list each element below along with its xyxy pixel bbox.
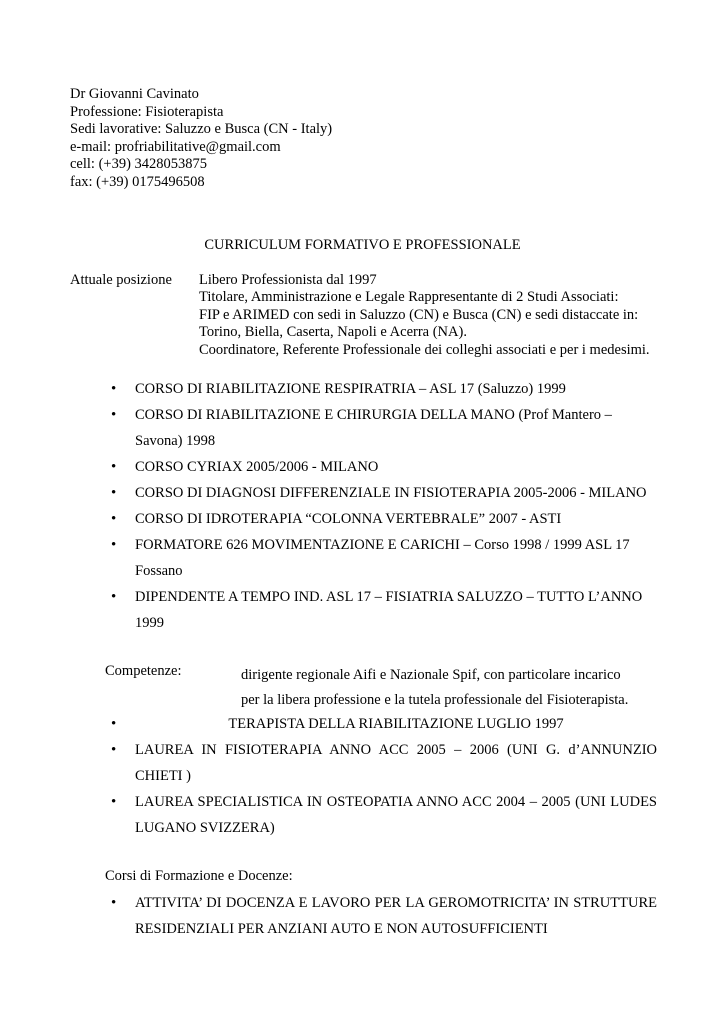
bullet-icon: •: [111, 537, 117, 553]
list-item: [111, 737, 657, 789]
course-text: CORSO DI RIABILITAZIONE E CHIRURGIA DELLA MANO (Prof Mantero – Savona) 1998: [135, 407, 612, 449]
qualifications-list: [111, 711, 657, 841]
competenze-label: Competenze:: [105, 663, 182, 679]
bullet-icon: •: [111, 485, 117, 501]
competenze-line: per la libera professione e la tutela professionale del Fisioterapista.: [241, 692, 629, 708]
bullet-icon: •: [111, 511, 117, 527]
list-item: [111, 454, 657, 480]
qualification-text: LAUREA SPECIALISTICA IN OSTEOPATIA ANNO ACC 2004 – 2005 (UNI LUDES LUGANO SVIZZERA): [135, 794, 657, 836]
list-item: [111, 506, 657, 532]
bullet-icon: •: [111, 742, 117, 758]
cell-phone: cell: (+39) 3428053875: [70, 156, 208, 173]
work-sites: Sedi lavorative: Saluzzo e Busca (CN - Italy): [70, 121, 333, 138]
course-text: CORSO CYRIAX 2005/2006 - MILANO: [135, 459, 379, 475]
contact-header: [70, 86, 332, 192]
position-line: Libero Professionista dal 1997: [199, 272, 377, 288]
corsi-label: Corsi di Formazione e Docenze:: [105, 868, 293, 884]
bullet-icon: •: [111, 589, 117, 605]
position-line: Torino, Biella, Caserta, Napoli e Acerra (NA).: [199, 324, 467, 341]
corsi-text: ATTIVITA’ DI DOCENZA E LAVORO PER LA GEROMOTRICITA’ IN STRUTTURE RESIDENZIALI PER ANZIANI AUTO E NON AUTOSUFFICIENTI: [135, 895, 657, 937]
list-item: [111, 480, 657, 506]
qualification-text: TERAPISTA DELLA RIABILITAZIONE LUGLIO 1997: [228, 716, 564, 732]
position-line: Titolare, Amministrazione e Legale Rappresentante di 2 Studi Associati:: [199, 289, 619, 306]
list-item: [111, 402, 657, 454]
profession: Professione: Fisioterapista: [70, 103, 224, 120]
position-line: Coordinatore, Referente Professionale dei colleghi associati e per i medesimi.: [199, 341, 650, 358]
course-text: CORSO DI RIABILITAZIONE RESPIRATRIA – ASL 17 (Saluzzo) 1999: [135, 381, 566, 397]
list-item: [111, 532, 657, 584]
course-text: DIPENDENTE A TEMPO IND. ASL 17 – FISIATRIA SALUZZO – TUTTO L’ANNO 1999: [135, 589, 643, 631]
list-item: [111, 890, 657, 942]
course-text: CORSO DI DIAGNOSI DIFFERENZIALE IN FISIOTERAPIA 2005-2006 - MILANO: [135, 485, 647, 501]
course-text: FORMATORE 626 MOVIMENTAZIONE E CARICHI – Corso 1998 / 1999 ASL 17 Fossano: [135, 537, 630, 579]
position-details: [199, 272, 650, 359]
bullet-icon: •: [111, 407, 117, 423]
bullet-icon: •: [111, 381, 117, 397]
bullet-icon: •: [111, 895, 117, 911]
position-line: FIP e ARIMED con sedi in Saluzzo (CN) e Busca (CN) e sedi distaccate in:: [199, 306, 639, 323]
document-title: CURRICULUM FORMATIVO E PROFESSIONALE: [204, 237, 521, 253]
competenze-line: dirigente regionale Aifi e Nazionale Spif, con particolare incarico: [241, 667, 621, 683]
list-item: [111, 584, 657, 636]
doctor-name: Dr Giovanni Cavinato: [70, 86, 199, 102]
bullet-icon: •: [111, 716, 117, 732]
corsi-list: [111, 890, 657, 942]
courses-list: [111, 376, 657, 636]
email: e-mail: profriabilitative@gmail.com: [70, 138, 281, 155]
bullet-icon: •: [111, 794, 117, 810]
course-text: CORSO DI IDROTERAPIA “COLONNA VERTEBRALE” 2007 - ASTI: [135, 511, 562, 527]
list-item: [111, 789, 657, 841]
list-item: [111, 711, 657, 737]
list-item: [111, 376, 657, 402]
qualification-text: LAUREA IN FISIOTERAPIA ANNO ACC 2005 – 2006 (UNI G. d’ANNUNZIO CHIETI ): [135, 742, 657, 784]
position-label: Attuale posizione: [70, 272, 172, 288]
competenze-details: [241, 663, 628, 713]
fax: fax: (+39) 0175496508: [70, 173, 205, 190]
bullet-icon: •: [111, 459, 117, 475]
